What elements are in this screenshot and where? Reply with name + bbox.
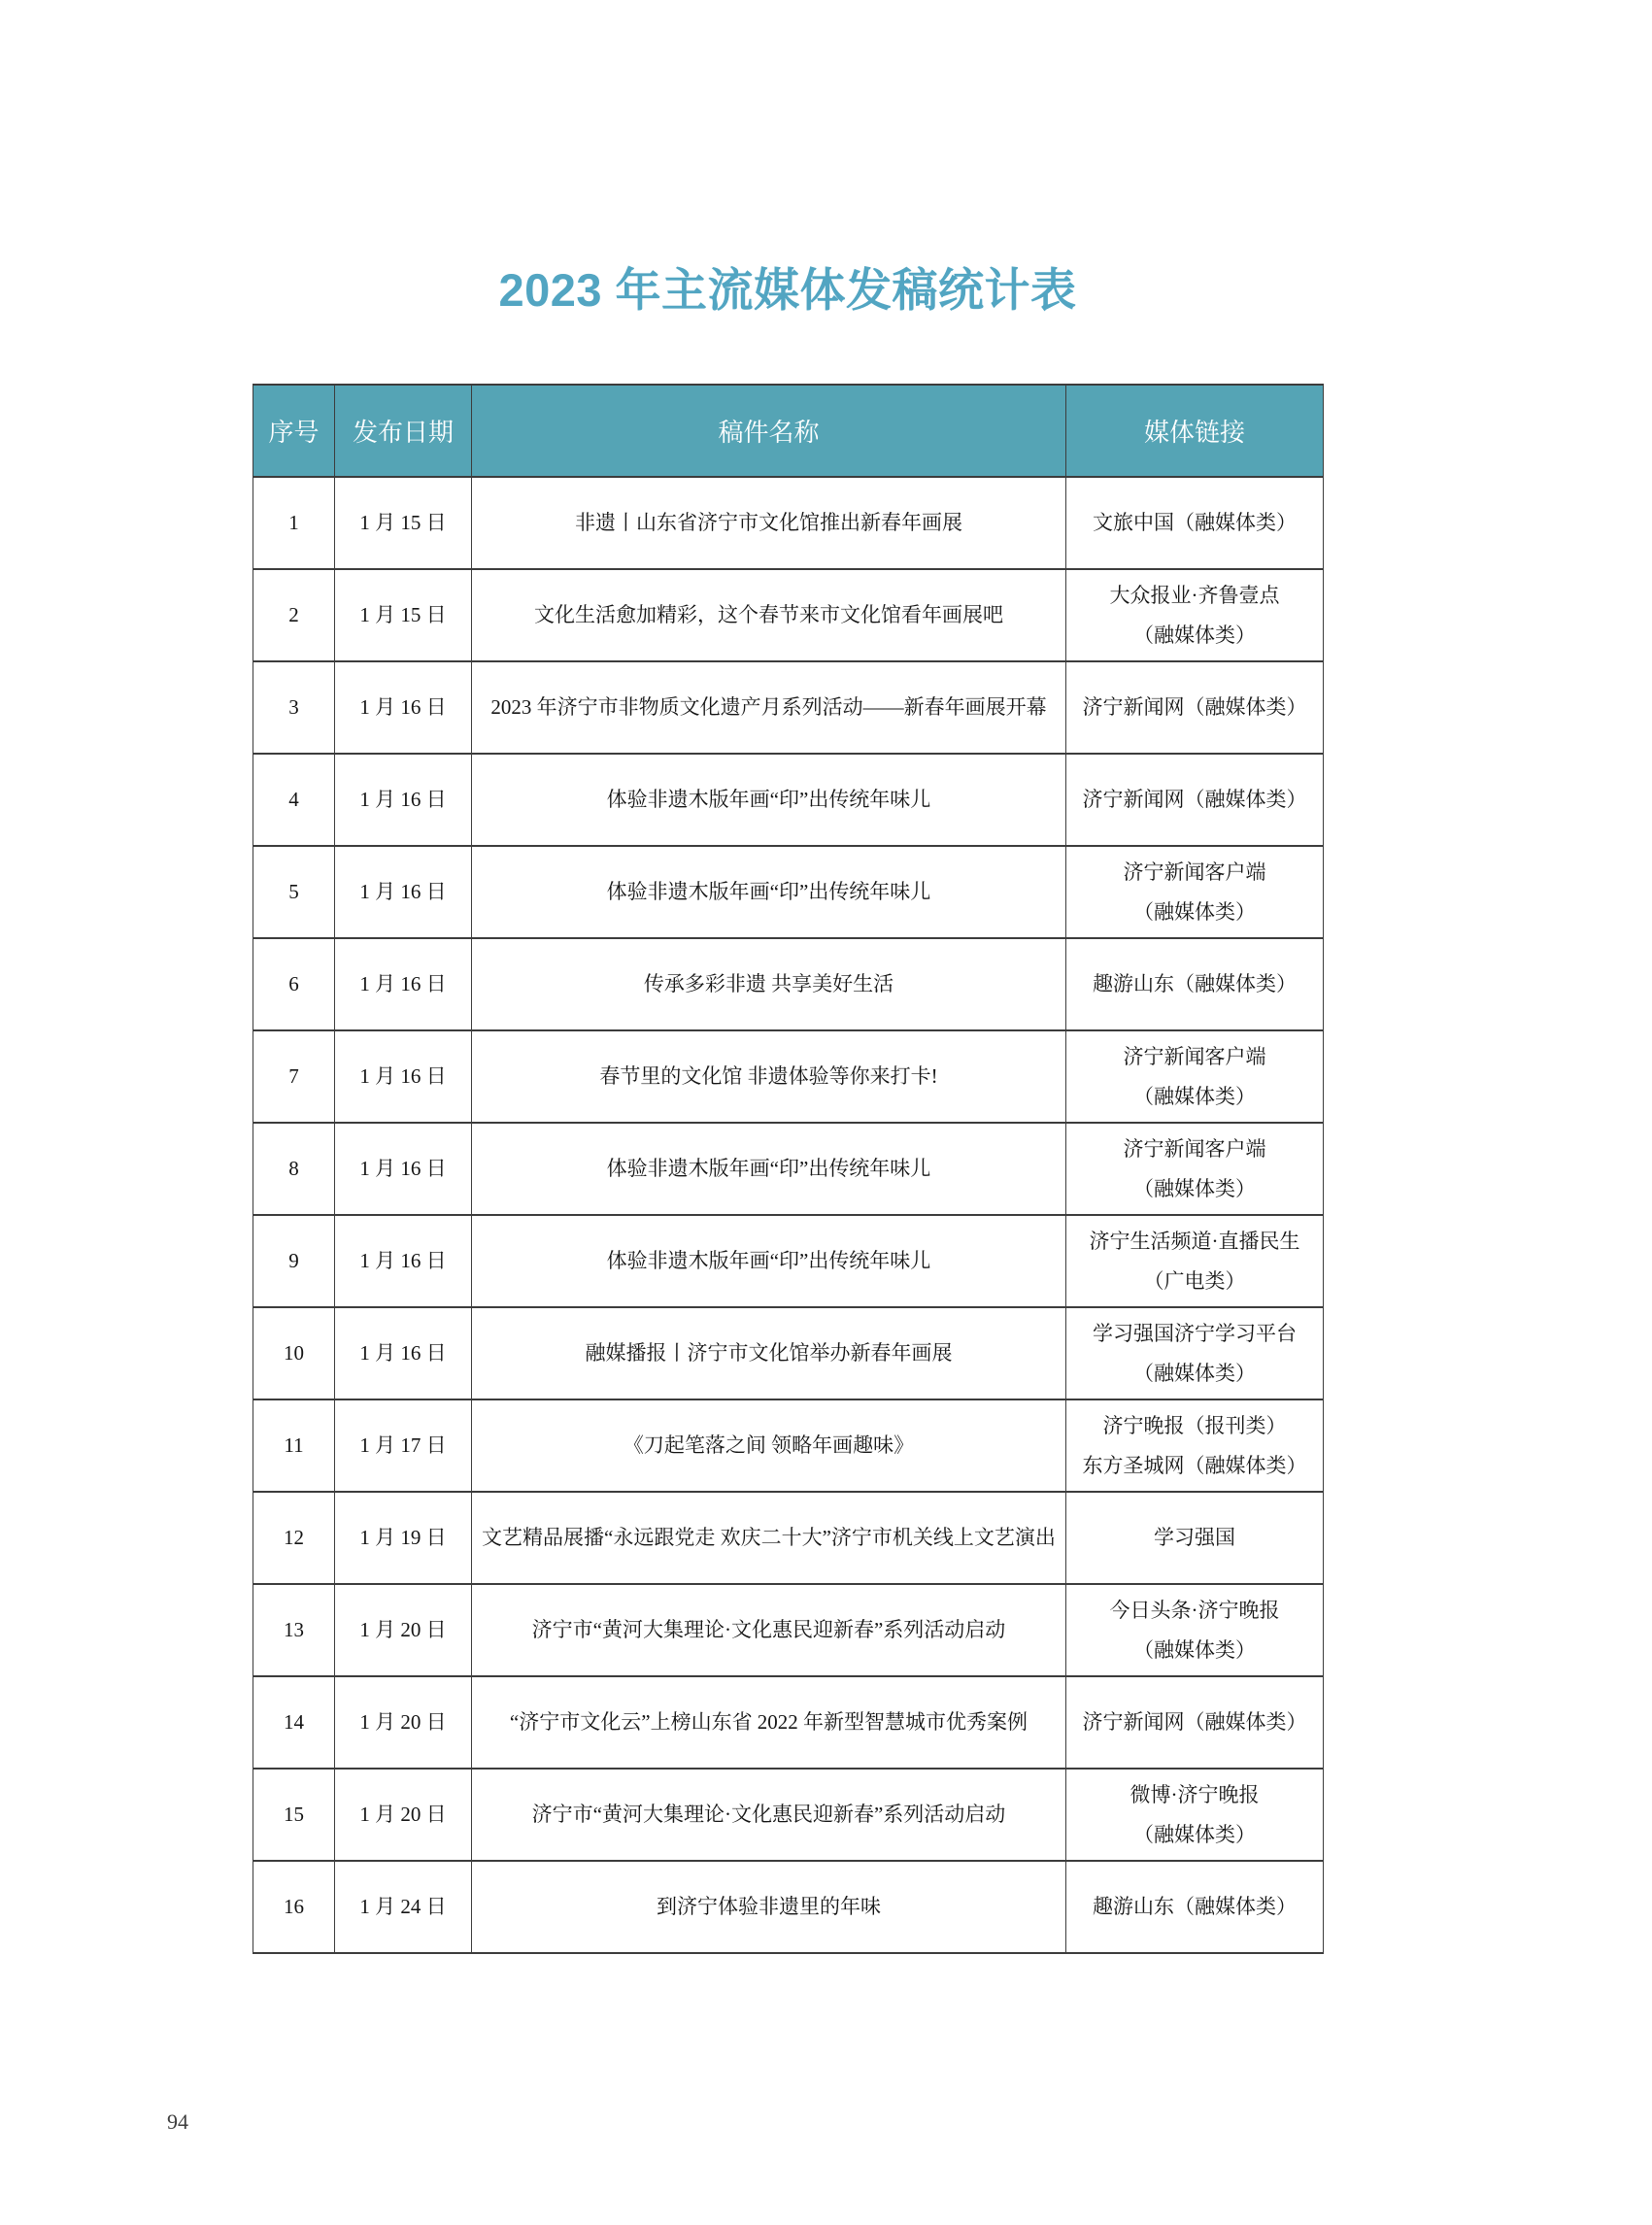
cell-article-title: 非遗丨山东省济宁市文化馆推出新春年画展 — [472, 477, 1066, 569]
table-row — [253, 1769, 1324, 1861]
page-title: 2023 年主流媒体发稿统计表 — [498, 264, 1077, 316]
cell-index: 8 — [253, 1123, 335, 1215]
media-line: 学习强国 — [1154, 1526, 1235, 1550]
cell-index: 7 — [253, 1030, 335, 1123]
table-row — [253, 1399, 1324, 1492]
table-row — [253, 1584, 1324, 1676]
media-line: 趣游山东（融媒体类） — [1093, 1895, 1297, 1919]
media-line: 济宁新闻网（融媒体类） — [1082, 695, 1307, 720]
media-line: 微博·济宁晚报 — [1129, 1782, 1260, 1806]
table-row — [253, 569, 1324, 661]
cell-index: 11 — [253, 1399, 335, 1492]
cell-media-link — [1066, 846, 1324, 938]
cell-media-link — [1066, 1123, 1324, 1215]
cell-index: 16 — [253, 1861, 335, 1953]
cell-article-title: 2023 年济宁市非物质文化遗产月系列活动——新春年画展开幕 — [472, 661, 1066, 754]
table-row — [253, 1307, 1324, 1399]
media-line: 济宁新闻客户端 — [1123, 860, 1266, 884]
cell-index: 9 — [253, 1215, 335, 1307]
cell-article-title: 到济宁体验非遗里的年味 — [472, 1861, 1066, 1953]
cell-date: 1 月 16 日 — [335, 846, 472, 938]
cell-media-link — [1066, 1584, 1324, 1676]
cell-date: 1 月 16 日 — [335, 661, 472, 754]
cell-date: 1 月 19 日 — [335, 1492, 472, 1584]
cell-date: 1 月 17 日 — [335, 1399, 472, 1492]
cell-date: 1 月 16 日 — [335, 938, 472, 1030]
cell-index: 3 — [253, 661, 335, 754]
cell-article-title: 春节里的文化馆 非遗体验等你来打卡! — [472, 1030, 1066, 1123]
cell-date: 1 月 20 日 — [335, 1584, 472, 1676]
table-row — [253, 661, 1324, 754]
cell-media-link — [1066, 1030, 1324, 1123]
cell-media-link — [1066, 569, 1324, 661]
media-line: 大众报业·齐鲁壹点 — [1109, 583, 1280, 607]
cell-date: 1 月 16 日 — [335, 1030, 472, 1123]
cell-date: 1 月 15 日 — [335, 477, 472, 569]
cell-date: 1 月 16 日 — [335, 1307, 472, 1399]
table-header-row — [253, 385, 1324, 477]
media-line: 济宁晚报（报刊类） — [1102, 1413, 1287, 1437]
media-line: （融媒体类） — [1133, 623, 1256, 647]
cell-media-link — [1066, 1399, 1324, 1492]
media-line: 今日头条·济宁晚报 — [1109, 1598, 1280, 1622]
cell-index: 4 — [253, 754, 335, 846]
header-cell-index: 序号 — [253, 385, 335, 477]
cell-article-title: 《刀起笔落之间 领略年画趣味》 — [472, 1399, 1066, 1492]
cell-media-link — [1066, 1215, 1324, 1307]
cell-date: 1 月 20 日 — [335, 1676, 472, 1769]
cell-index: 6 — [253, 938, 335, 1030]
media-line: （广电类） — [1143, 1268, 1246, 1293]
table-row — [253, 938, 1324, 1030]
media-line: 济宁生活频道·直播民生 — [1089, 1229, 1300, 1253]
media-line: 文旅中国（融媒体类） — [1093, 511, 1297, 535]
cell-article-title: 体验非遗木版年画“印”出传统年味儿 — [472, 1215, 1066, 1307]
media-statistics-table — [253, 384, 1324, 1954]
table-row — [253, 1676, 1324, 1769]
table-row — [253, 754, 1324, 846]
media-line: 济宁新闻网（融媒体类） — [1082, 1710, 1307, 1735]
cell-article-title: 体验非遗木版年画“印”出传统年味儿 — [472, 1123, 1066, 1215]
table-row — [253, 1030, 1324, 1123]
cell-media-link — [1066, 1861, 1324, 1953]
media-line: 济宁新闻客户端 — [1123, 1044, 1266, 1068]
cell-article-title: 济宁市“黄河大集理论·文化惠民迎新春”系列活动启动 — [472, 1584, 1066, 1676]
media-line: 济宁新闻网（融媒体类） — [1082, 788, 1307, 812]
cell-index: 13 — [253, 1584, 335, 1676]
cell-article-title: 融媒播报丨济宁市文化馆举办新春年画展 — [472, 1307, 1066, 1399]
cell-index: 1 — [253, 477, 335, 569]
cell-date: 1 月 20 日 — [335, 1769, 472, 1861]
cell-article-title: 体验非遗木版年画“印”出传统年味儿 — [472, 754, 1066, 846]
page-number: 94 — [167, 2109, 188, 2134]
cell-media-link — [1066, 1492, 1324, 1584]
media-line: 东方圣城网（融媒体类） — [1082, 1453, 1307, 1477]
media-line: （融媒体类） — [1133, 1637, 1256, 1662]
cell-date: 1 月 24 日 — [335, 1861, 472, 1953]
cell-media-link — [1066, 754, 1324, 846]
cell-media-link — [1066, 1769, 1324, 1861]
cell-index: 5 — [253, 846, 335, 938]
cell-date: 1 月 16 日 — [335, 1123, 472, 1215]
cell-index: 2 — [253, 569, 335, 661]
media-line: （融媒体类） — [1133, 1361, 1256, 1385]
table-body — [253, 477, 1324, 1953]
cell-index: 15 — [253, 1769, 335, 1861]
table-row — [253, 1492, 1324, 1584]
cell-date: 1 月 15 日 — [335, 569, 472, 661]
table-row — [253, 1215, 1324, 1307]
table-header — [253, 385, 1324, 477]
media-line: 济宁新闻客户端 — [1123, 1136, 1266, 1161]
table-row — [253, 1861, 1324, 1953]
media-line: 趣游山东（融媒体类） — [1093, 972, 1297, 996]
media-line: （融媒体类） — [1133, 899, 1256, 924]
cell-media-link — [1066, 661, 1324, 754]
cell-media-link — [1066, 1676, 1324, 1769]
cell-article-title: 体验非遗木版年画“印”出传统年味儿 — [472, 846, 1066, 938]
header-cell-title: 稿件名称 — [472, 385, 1066, 477]
header-cell-media: 媒体链接 — [1066, 385, 1324, 477]
cell-media-link — [1066, 477, 1324, 569]
media-line: （融媒体类） — [1133, 1176, 1256, 1200]
cell-media-link — [1066, 1307, 1324, 1399]
cell-date: 1 月 16 日 — [335, 1215, 472, 1307]
cell-article-title: 文艺精品展播“永远跟党走 欢庆二十大”济宁市机关线上文艺演出 — [472, 1492, 1066, 1584]
cell-article-title: “济宁市文化云”上榜山东省 2022 年新型智慧城市优秀案例 — [472, 1676, 1066, 1769]
cell-index: 12 — [253, 1492, 335, 1584]
media-line: 学习强国济宁学习平台 — [1093, 1321, 1297, 1345]
cell-article-title: 济宁市“黄河大集理论·文化惠民迎新春”系列活动启动 — [472, 1769, 1066, 1861]
cell-index: 14 — [253, 1676, 335, 1769]
cell-date: 1 月 16 日 — [335, 754, 472, 846]
cell-index: 10 — [253, 1307, 335, 1399]
table-row — [253, 477, 1324, 569]
cell-media-link — [1066, 938, 1324, 1030]
header-cell-date: 发布日期 — [335, 385, 472, 477]
media-line: （融媒体类） — [1133, 1822, 1256, 1846]
table-row — [253, 846, 1324, 938]
table-row — [253, 1123, 1324, 1215]
cell-article-title: 文化生活愈加精彩，这个春节来市文化馆看年画展吧 — [472, 569, 1066, 661]
cell-article-title: 传承多彩非遗 共享美好生活 — [472, 938, 1066, 1030]
media-line: （融媒体类） — [1133, 1084, 1256, 1108]
